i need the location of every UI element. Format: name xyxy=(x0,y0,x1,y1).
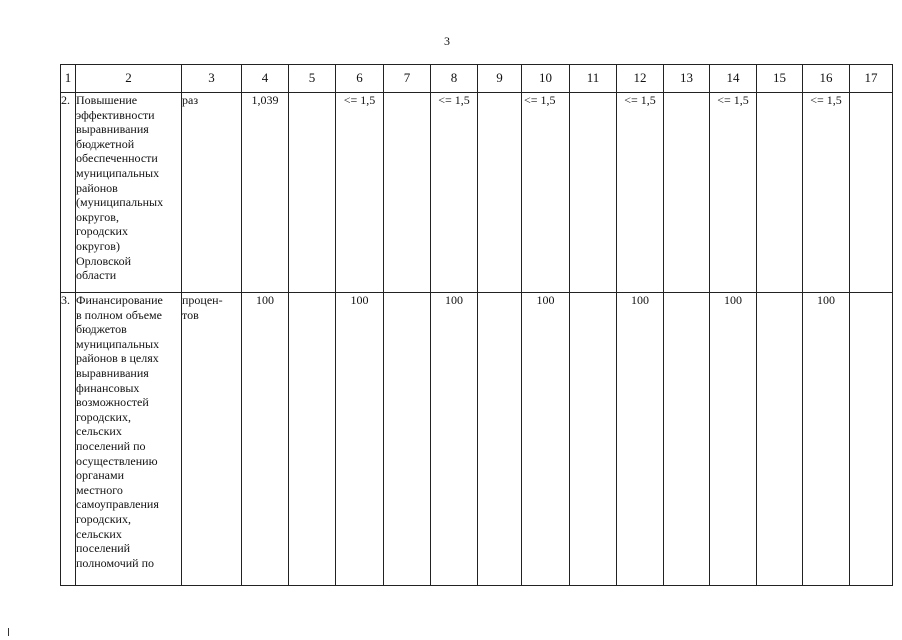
column-header: 15 xyxy=(757,65,803,93)
margin-mark xyxy=(8,628,9,636)
column-header: 13 xyxy=(664,65,710,93)
column-number-row xyxy=(61,65,893,93)
unit-cell: раз xyxy=(182,93,242,293)
unit-cell: процен- тов xyxy=(182,293,242,586)
page-number: 3 xyxy=(444,34,450,48)
row-number: 3. xyxy=(61,293,76,586)
value-cell xyxy=(850,93,893,293)
column-header: 6 xyxy=(336,65,384,93)
column-header: 16 xyxy=(803,65,850,93)
indicator-name: Финансирование в полном объеме бюджетов муниципальных районов в целях выравнивания финансовых возможностей городских, сельских поселений по осуществлению органами местного самоуправления городских, сельских поселений полномочий по xyxy=(76,293,182,586)
value-cell xyxy=(664,293,710,586)
column-header: 4 xyxy=(242,65,289,93)
value-cell: <= 1,5 xyxy=(431,93,478,293)
table-row xyxy=(61,93,893,293)
value-cell: 100 xyxy=(431,293,478,586)
value-cell xyxy=(570,93,617,293)
value-cell xyxy=(478,93,522,293)
value-cell: <= 1,5 xyxy=(710,93,757,293)
value-cell xyxy=(664,93,710,293)
value-cell: 100 xyxy=(710,293,757,586)
column-header: 1 xyxy=(61,65,76,93)
value-cell: <= 1,5 xyxy=(617,93,664,293)
column-header: 9 xyxy=(478,65,522,93)
column-header: 12 xyxy=(617,65,664,93)
value-cell: 1,039 xyxy=(242,93,289,293)
column-header: 10 xyxy=(522,65,570,93)
value-cell: <= 1,5 xyxy=(803,93,850,293)
value-cell: 100 xyxy=(617,293,664,586)
indicator-name: Повышение эффективности выравнивания бюджетной обеспеченности муниципальных районов (муниципальных округов, городских округов) Орловской области xyxy=(76,93,182,293)
column-header: 8 xyxy=(431,65,478,93)
column-header: 14 xyxy=(710,65,757,93)
indicators-table xyxy=(60,64,893,586)
value-cell xyxy=(289,293,336,586)
table-row xyxy=(61,293,893,586)
value-cell xyxy=(289,93,336,293)
column-header: 7 xyxy=(384,65,431,93)
column-header: 17 xyxy=(850,65,893,93)
value-cell: 100 xyxy=(522,293,570,586)
value-cell: <= 1,5 xyxy=(336,93,384,293)
value-cell: 100 xyxy=(336,293,384,586)
value-cell xyxy=(478,293,522,586)
value-cell: 100 xyxy=(242,293,289,586)
value-cell: <= 1,5 xyxy=(522,93,570,293)
value-cell: 100 xyxy=(803,293,850,586)
value-cell xyxy=(384,93,431,293)
value-cell xyxy=(757,93,803,293)
value-cell xyxy=(384,293,431,586)
column-header: 2 xyxy=(76,65,182,93)
value-cell xyxy=(570,293,617,586)
row-number: 2. xyxy=(61,93,76,293)
value-cell xyxy=(757,293,803,586)
column-header: 3 xyxy=(182,65,242,93)
value-cell xyxy=(850,293,893,586)
column-header: 11 xyxy=(570,65,617,93)
column-header: 5 xyxy=(289,65,336,93)
